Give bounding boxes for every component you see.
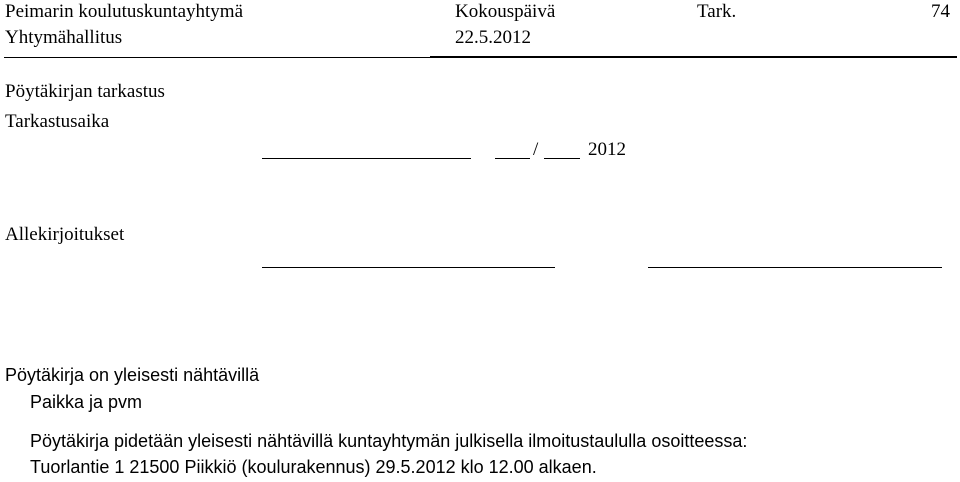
review-title: Pöytäkirjan tarkastus	[5, 81, 165, 102]
review-month-line	[544, 158, 580, 159]
public-notice-title: Pöytäkirja on yleisesti nähtävillä	[5, 365, 260, 385]
public-notice-text-line2: Tuorlantie 1 21500 Piikkiö (koulurakennus) 29.5.2012 klo 12.00 alkaen.	[30, 457, 597, 477]
page-number: 74	[931, 1, 950, 22]
review-place-line	[262, 158, 471, 159]
review-year: 2012	[588, 139, 626, 160]
meeting-type: Kokouspäivä	[455, 1, 556, 22]
review-time-label: Tarkastusaika	[5, 111, 110, 132]
signatures-title: Allekirjoitukset	[5, 224, 125, 245]
governing-body: Yhtymähallitus	[5, 27, 123, 48]
signature-line-right	[648, 267, 942, 268]
review-day-line	[495, 158, 530, 159]
header-rule-left	[4, 57, 430, 58]
review-short-label: Tark.	[697, 1, 737, 22]
public-notice-text-line1: Pöytäkirja pidetään yleisesti nähtävillä kuntayhtymän julkisella ilmoitustaululla osoitteessa:	[30, 431, 748, 451]
header-rule-right	[430, 56, 957, 58]
date-separator: /	[533, 139, 539, 160]
signature-line-left	[262, 267, 555, 268]
organization-name: Peimarin koulutuskuntayhtymä	[5, 1, 244, 22]
meeting-date: 22.5.2012	[455, 27, 531, 48]
public-notice-place-label: Paikka ja pvm	[30, 392, 143, 412]
